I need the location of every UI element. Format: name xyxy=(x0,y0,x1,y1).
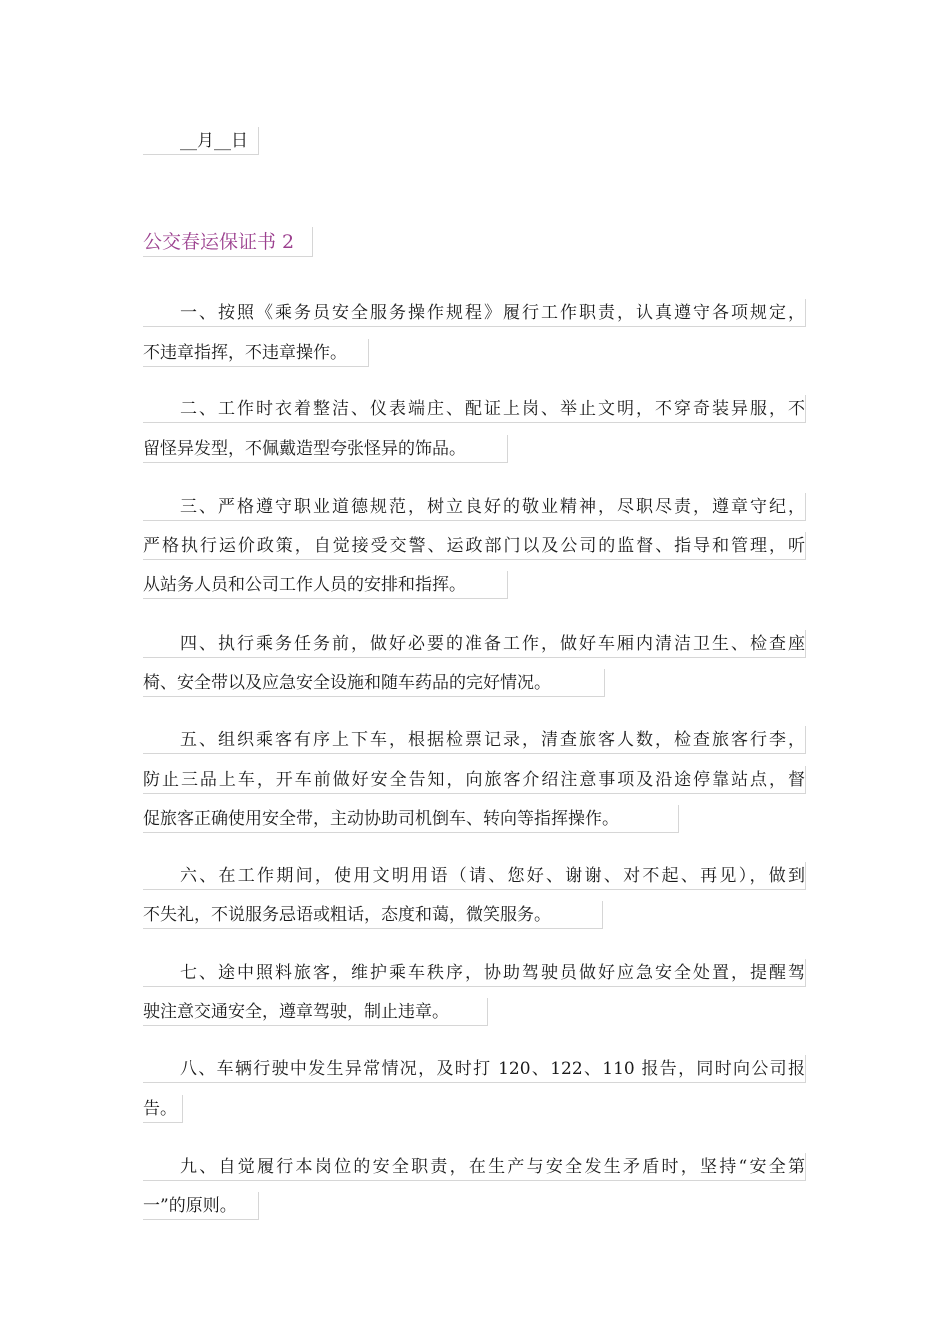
paragraph-2-line-1: 二、工作时衣着整洁、仪表端庄、配证上岗、举止文明，不穿奇装异服，不 xyxy=(143,395,806,423)
paragraph-5-line-2: 防止三品上车，开车前做好安全告知，向旅客介绍注意事项及沿途停靠站点，督 xyxy=(143,766,806,794)
paragraph-1-line-1: 一、按照《乘务员安全服务操作规程》履行工作职责，认真遵守各项规定， xyxy=(143,299,806,327)
paragraph-6-line-1: 六、在工作期间，使用文明用语（请、您好、谢谢、对不起、再见），做到 xyxy=(143,862,806,890)
paragraph-3-line-2: 严格执行运价政策，自觉接受交警、运政部门以及公司的监督、指导和管理，听 xyxy=(143,532,806,560)
paragraph-9-line-1: 九、自觉履行本岗位的安全职责，在生产与安全发生矛盾时，坚持“安全第 xyxy=(143,1153,806,1181)
date-line: __月__日 xyxy=(143,127,259,155)
paragraph-7-line-1: 七、途中照料旅客，维护乘车秩序，协助驾驶员做好应急安全处置，提醒驾 xyxy=(143,959,806,987)
paragraph-3-line-3: 从站务人员和公司工作人员的安排和指挥。 xyxy=(143,571,508,599)
paragraph-7-line-2: 驶注意交通安全，遵章驾驶，制止违章。 xyxy=(143,998,488,1026)
paragraph-5-line-3: 促旅客正确使用安全带，主动协助司机倒车、转向等指挥操作。 xyxy=(143,805,679,833)
paragraph-9-line-2: 一”的原则。 xyxy=(143,1192,259,1220)
paragraph-6-line-2: 不失礼，不说服务忌语或粗话，态度和蔼，微笑服务。 xyxy=(143,901,603,929)
document-title: 公交春运保证书 2 xyxy=(143,227,313,257)
paragraph-8-line-2: 告。 xyxy=(143,1095,183,1123)
paragraph-3-line-1: 三、严格遵守职业道德规范，树立良好的敬业精神，尽职尽责，遵章守纪， xyxy=(143,493,806,521)
paragraph-8-line-1: 八、车辆行驶中发生异常情况，及时打 120、122、110 报告，同时向公司报 xyxy=(143,1055,806,1083)
paragraph-2-line-2: 留怪异发型，不佩戴造型夸张怪异的饰品。 xyxy=(143,435,508,463)
paragraph-5-line-1: 五、组织乘客有序上下车，根据检票记录，清查旅客人数，检查旅客行李， xyxy=(143,726,806,754)
paragraph-4-line-2: 椅、安全带以及应急安全设施和随车药品的完好情况。 xyxy=(143,669,605,697)
paragraph-1-line-2: 不违章指挥，不违章操作。 xyxy=(143,339,369,367)
paragraph-4-line-1: 四、执行乘务任务前，做好必要的准备工作，做好车厢内清洁卫生、检查座 xyxy=(143,630,806,658)
